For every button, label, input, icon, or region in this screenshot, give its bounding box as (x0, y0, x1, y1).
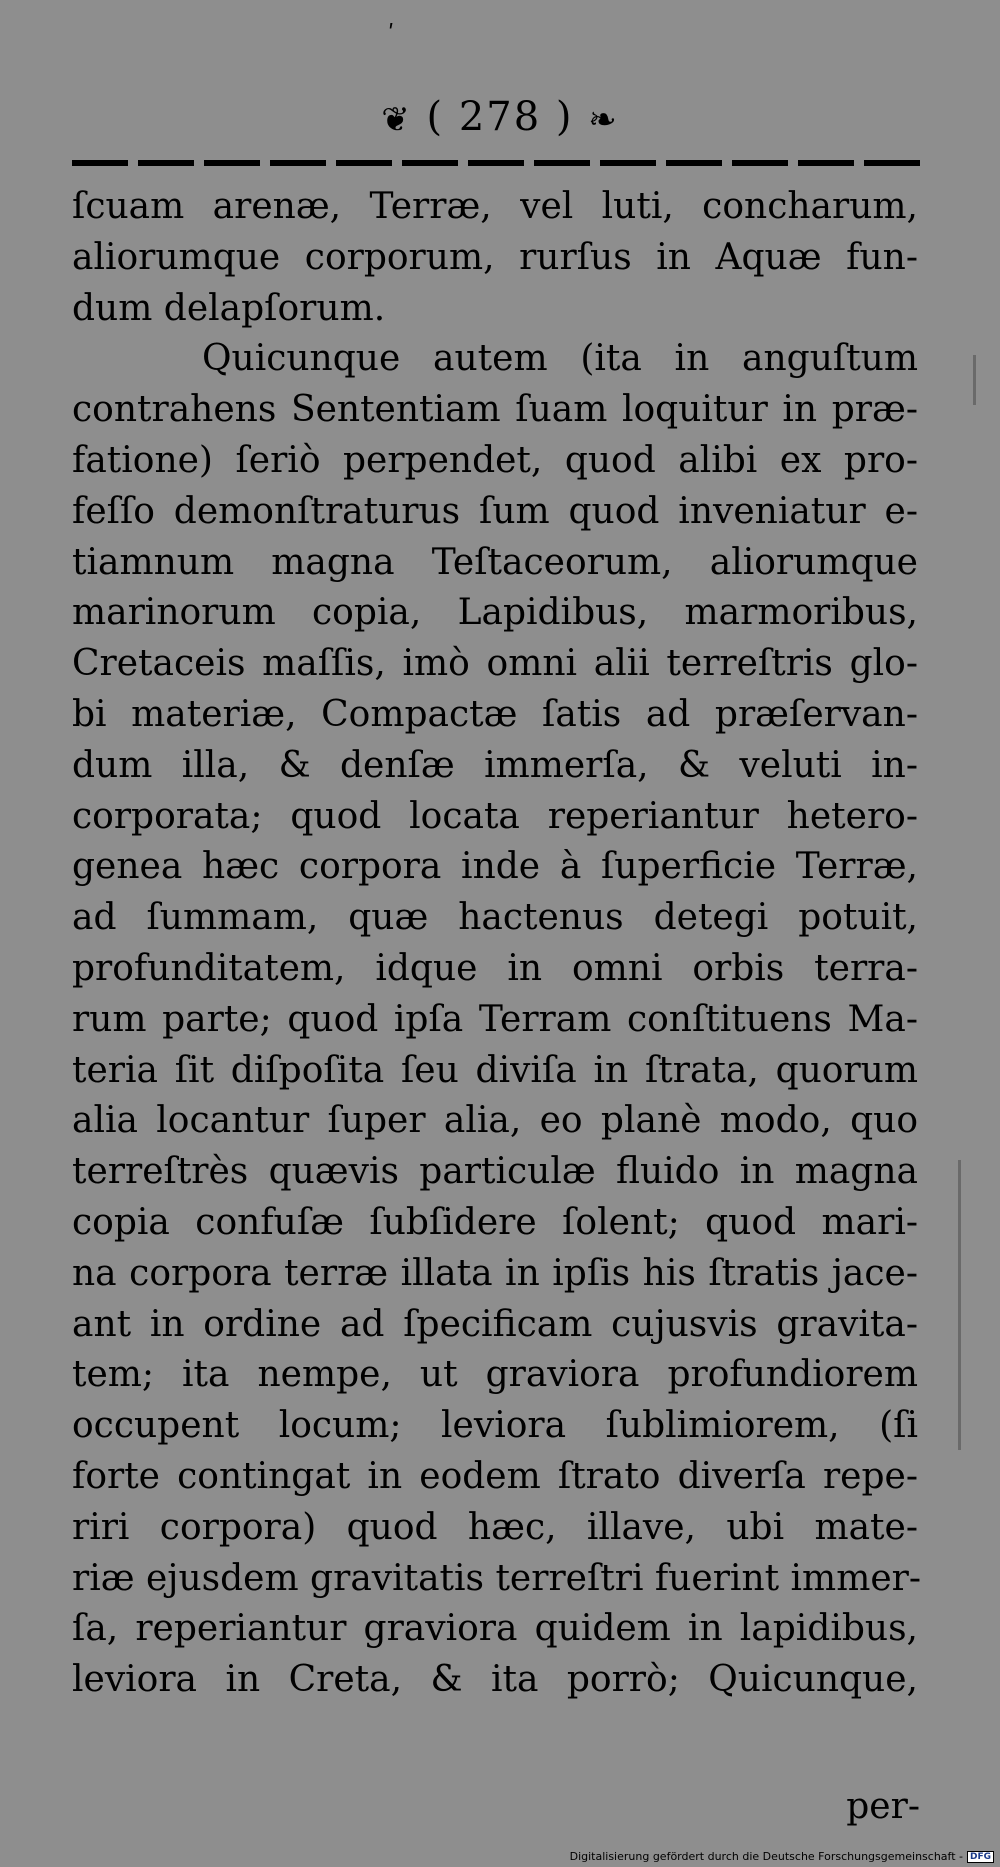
text-line: alia locantur ſuper alia, eo planè modo, quo (72, 1100, 918, 1142)
text-line: leviora in Creta, & ita porrò; Quicunque, (72, 1659, 918, 1701)
text-line: riæ ejusdem gravitatis terreſtri fuerint immer- (72, 1557, 922, 1599)
ornament-left-icon: ❦ (381, 100, 412, 140)
text-line: aliorumque corporum, rurſus in Aquæ fun- (72, 236, 918, 278)
text-line: Quicunque autem (ita in anguſtum (202, 338, 918, 380)
page-number: ( 278 ) (426, 94, 574, 140)
text-line: ſcuam arenæ, Terræ, vel luti, concharum, (72, 186, 918, 227)
text-line: genea hæc corpora inde à ſuperficie Terræ, (72, 846, 918, 888)
text-line: na corpora terræ illata in ipſis his ſtratis jace- (72, 1252, 918, 1294)
text-line: terreſtrès quævis particulæ fluido in magna (72, 1151, 918, 1193)
text-line: dum delapſorum. (72, 287, 386, 329)
text-line: tiamnum magna Teſtaceorum, aliorumque (72, 541, 918, 583)
text-line: tem; ita nempe, ut graviora profundiorem (72, 1354, 918, 1396)
text-line: marinorum copia, Lapidibus, marmoribus, (72, 592, 918, 634)
text-line: ad ſummam, quæ hactenus detegi potuit, (72, 897, 918, 939)
text-line: contrahens Sententiam ſuam loquitur in præ- (72, 389, 918, 431)
text-line: riri corpora) quod hæc, illave, ubi mate- (72, 1506, 918, 1548)
text-line: dum illa, & denſæ immerſa, & veluti in- (72, 744, 918, 786)
text-line: profunditatem, idque in omni orbis terra- (72, 947, 918, 989)
dfg-logo-icon: DFG (967, 1851, 994, 1863)
digitization-credit (570, 1850, 994, 1863)
text-line: teria ſit diſpoſita ſeu diviſa in ſtrata, quorum (72, 1049, 918, 1091)
text-line: ſa, reperiantur graviora quidem in lapidibus, (72, 1608, 918, 1650)
text-line: occupent locum; leviora ſublimiorem, (ſi (72, 1405, 918, 1447)
text-line: rum parte; quod ipſa Terram conſtituens Ma- (72, 998, 918, 1040)
text-line: copia confuſæ ſubſidere ſolent; quod mari- (72, 1201, 918, 1243)
page-header (0, 92, 1000, 145)
scan-mark: ʹ (388, 22, 395, 47)
text-line: bi materiæ, Compactæ ſatis ad præſervan- (72, 693, 918, 735)
header-rule (72, 160, 922, 166)
margin-mark (958, 1160, 961, 1450)
text-line: Cretaceis maſſis, imò omni alii terreſtris glo- (72, 643, 918, 685)
text-line: feſſo demonſtraturus ſum quod inveniatur e- (72, 490, 918, 532)
body-text (72, 182, 922, 1706)
text-line: forte contingat in eodem ſtrato diverſa repe- (72, 1455, 918, 1497)
ornament-right-icon: ❧ (588, 100, 619, 140)
catchword: per- (846, 1786, 920, 1827)
margin-mark (973, 355, 976, 405)
text-line: corporata; quod locata reperiantur hetero- (72, 795, 918, 837)
text-line: fatione) ſeriò perpendet, quod alibi ex pro- (72, 439, 918, 481)
text-line: ant in ordine ad ſpecificam cujusvis gravita- (72, 1303, 918, 1345)
credit-text: Digitalisierung gefördert durch die Deutsche Forschungsgemeinschaft - (569, 1850, 963, 1863)
